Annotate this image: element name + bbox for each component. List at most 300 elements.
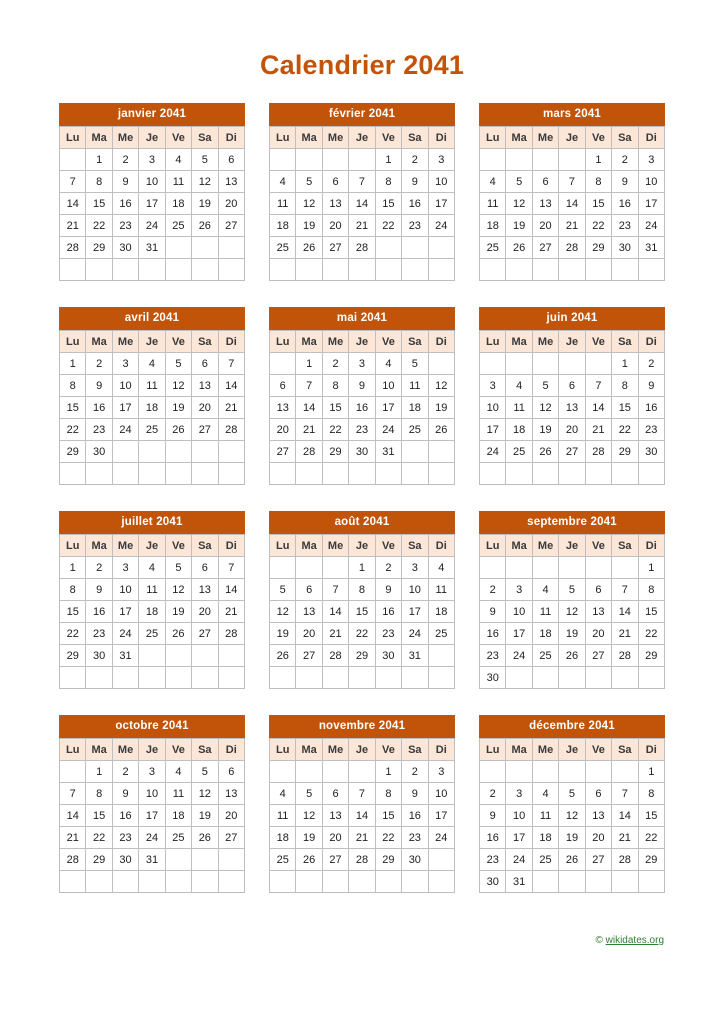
day-cell[interactable]: 17	[638, 193, 664, 215]
day-cell[interactable]: 25	[532, 645, 558, 667]
day-cell[interactable]: 5	[165, 557, 191, 579]
day-cell[interactable]: 19	[192, 805, 218, 827]
day-cell[interactable]: 11	[165, 783, 191, 805]
day-cell[interactable]: 23	[402, 827, 428, 849]
day-cell[interactable]: 10	[112, 375, 138, 397]
day-cell[interactable]: 3	[139, 761, 165, 783]
day-cell[interactable]: 6	[192, 353, 218, 375]
day-cell[interactable]: 14	[60, 805, 86, 827]
day-cell[interactable]: 12	[559, 805, 585, 827]
day-cell[interactable]: 6	[585, 579, 611, 601]
day-cell[interactable]: 13	[322, 805, 348, 827]
day-cell[interactable]: 11	[165, 171, 191, 193]
day-cell[interactable]: 28	[218, 623, 244, 645]
day-cell[interactable]: 15	[638, 601, 664, 623]
day-cell[interactable]: 3	[638, 149, 664, 171]
day-cell[interactable]: 19	[270, 623, 296, 645]
day-cell[interactable]: 2	[402, 761, 428, 783]
day-cell[interactable]: 9	[349, 375, 375, 397]
day-cell[interactable]: 28	[60, 849, 86, 871]
day-cell[interactable]: 23	[375, 623, 401, 645]
day-cell[interactable]: 3	[506, 783, 532, 805]
day-cell[interactable]: 6	[192, 557, 218, 579]
day-cell[interactable]: 22	[375, 827, 401, 849]
day-cell[interactable]: 9	[480, 805, 506, 827]
day-cell[interactable]: 22	[585, 215, 611, 237]
day-cell[interactable]: 1	[585, 149, 611, 171]
day-cell[interactable]: 1	[86, 149, 112, 171]
day-cell[interactable]: 22	[86, 827, 112, 849]
day-cell[interactable]: 16	[480, 827, 506, 849]
day-cell[interactable]: 7	[322, 579, 348, 601]
day-cell[interactable]: 26	[559, 849, 585, 871]
day-cell[interactable]: 1	[86, 761, 112, 783]
day-cell[interactable]: 25	[428, 623, 454, 645]
day-cell[interactable]: 11	[139, 375, 165, 397]
day-cell[interactable]: 11	[270, 805, 296, 827]
day-cell[interactable]: 7	[60, 783, 86, 805]
day-cell[interactable]: 27	[532, 237, 558, 259]
day-cell[interactable]: 21	[296, 419, 322, 441]
day-cell[interactable]: 4	[139, 557, 165, 579]
day-cell[interactable]: 13	[532, 193, 558, 215]
day-cell[interactable]: 10	[506, 805, 532, 827]
day-cell[interactable]: 29	[322, 441, 348, 463]
day-cell[interactable]: 10	[139, 783, 165, 805]
day-cell[interactable]: 25	[402, 419, 428, 441]
day-cell[interactable]: 26	[532, 441, 558, 463]
day-cell[interactable]: 25	[270, 849, 296, 871]
day-cell[interactable]: 29	[638, 849, 664, 871]
day-cell[interactable]: 30	[480, 871, 506, 893]
day-cell[interactable]: 21	[612, 623, 638, 645]
day-cell[interactable]: 6	[559, 375, 585, 397]
day-cell[interactable]: 6	[322, 171, 348, 193]
day-cell[interactable]: 5	[296, 171, 322, 193]
day-cell[interactable]: 15	[375, 193, 401, 215]
day-cell[interactable]: 20	[585, 623, 611, 645]
day-cell[interactable]: 3	[112, 557, 138, 579]
day-cell[interactable]: 9	[612, 171, 638, 193]
day-cell[interactable]: 13	[218, 783, 244, 805]
day-cell[interactable]: 2	[638, 353, 664, 375]
day-cell[interactable]: 11	[532, 601, 558, 623]
day-cell[interactable]: 20	[322, 215, 348, 237]
day-cell[interactable]: 6	[322, 783, 348, 805]
day-cell[interactable]: 13	[270, 397, 296, 419]
day-cell[interactable]: 7	[349, 171, 375, 193]
day-cell[interactable]: 6	[218, 149, 244, 171]
day-cell[interactable]: 24	[112, 419, 138, 441]
day-cell[interactable]: 10	[402, 579, 428, 601]
day-cell[interactable]: 8	[375, 783, 401, 805]
day-cell[interactable]: 4	[139, 353, 165, 375]
day-cell[interactable]: 23	[638, 419, 664, 441]
day-cell[interactable]: 1	[375, 149, 401, 171]
day-cell[interactable]: 12	[428, 375, 454, 397]
day-cell[interactable]: 3	[428, 149, 454, 171]
day-cell[interactable]: 16	[638, 397, 664, 419]
day-cell[interactable]: 27	[322, 849, 348, 871]
day-cell[interactable]: 16	[86, 601, 112, 623]
day-cell[interactable]: 12	[192, 171, 218, 193]
day-cell[interactable]: 30	[402, 849, 428, 871]
day-cell[interactable]: 2	[86, 353, 112, 375]
day-cell[interactable]: 13	[192, 375, 218, 397]
day-cell[interactable]: 6	[585, 783, 611, 805]
day-cell[interactable]: 20	[192, 397, 218, 419]
day-cell[interactable]: 19	[428, 397, 454, 419]
day-cell[interactable]: 17	[506, 623, 532, 645]
day-cell[interactable]: 29	[86, 237, 112, 259]
day-cell[interactable]: 12	[165, 579, 191, 601]
day-cell[interactable]: 1	[612, 353, 638, 375]
day-cell[interactable]: 30	[375, 645, 401, 667]
day-cell[interactable]: 24	[428, 215, 454, 237]
day-cell[interactable]: 7	[218, 557, 244, 579]
day-cell[interactable]: 12	[270, 601, 296, 623]
day-cell[interactable]: 20	[322, 827, 348, 849]
day-cell[interactable]: 26	[192, 827, 218, 849]
day-cell[interactable]: 27	[218, 827, 244, 849]
day-cell[interactable]: 28	[612, 645, 638, 667]
day-cell[interactable]: 28	[612, 849, 638, 871]
day-cell[interactable]: 22	[612, 419, 638, 441]
day-cell[interactable]: 22	[375, 215, 401, 237]
day-cell[interactable]: 3	[402, 557, 428, 579]
day-cell[interactable]: 14	[218, 579, 244, 601]
day-cell[interactable]: 12	[559, 601, 585, 623]
day-cell[interactable]: 23	[612, 215, 638, 237]
day-cell[interactable]: 11	[506, 397, 532, 419]
day-cell[interactable]: 1	[375, 761, 401, 783]
day-cell[interactable]: 16	[480, 623, 506, 645]
day-cell[interactable]: 31	[506, 871, 532, 893]
day-cell[interactable]: 13	[296, 601, 322, 623]
day-cell[interactable]: 21	[349, 215, 375, 237]
day-cell[interactable]: 1	[60, 557, 86, 579]
day-cell[interactable]: 21	[60, 827, 86, 849]
day-cell[interactable]: 29	[638, 645, 664, 667]
day-cell[interactable]: 15	[349, 601, 375, 623]
day-cell[interactable]: 5	[270, 579, 296, 601]
day-cell[interactable]: 26	[165, 419, 191, 441]
day-cell[interactable]: 7	[60, 171, 86, 193]
day-cell[interactable]: 24	[480, 441, 506, 463]
day-cell[interactable]: 23	[112, 215, 138, 237]
day-cell[interactable]: 11	[428, 579, 454, 601]
day-cell[interactable]: 17	[139, 193, 165, 215]
day-cell[interactable]: 5	[559, 579, 585, 601]
day-cell[interactable]: 5	[192, 149, 218, 171]
day-cell[interactable]: 22	[638, 623, 664, 645]
day-cell[interactable]: 31	[139, 849, 165, 871]
day-cell[interactable]: 1	[638, 761, 664, 783]
day-cell[interactable]: 8	[612, 375, 638, 397]
day-cell[interactable]: 13	[585, 805, 611, 827]
day-cell[interactable]: 25	[480, 237, 506, 259]
day-cell[interactable]: 20	[270, 419, 296, 441]
day-cell[interactable]: 27	[192, 419, 218, 441]
day-cell[interactable]: 13	[322, 193, 348, 215]
day-cell[interactable]: 22	[349, 623, 375, 645]
day-cell[interactable]: 5	[559, 783, 585, 805]
day-cell[interactable]: 23	[402, 215, 428, 237]
day-cell[interactable]: 12	[165, 375, 191, 397]
day-cell[interactable]: 24	[506, 645, 532, 667]
day-cell[interactable]: 30	[112, 849, 138, 871]
day-cell[interactable]: 2	[322, 353, 348, 375]
day-cell[interactable]: 9	[112, 783, 138, 805]
day-cell[interactable]: 22	[86, 215, 112, 237]
day-cell[interactable]: 2	[612, 149, 638, 171]
day-cell[interactable]: 28	[322, 645, 348, 667]
day-cell[interactable]: 15	[60, 601, 86, 623]
day-cell[interactable]: 24	[375, 419, 401, 441]
day-cell[interactable]: 10	[428, 783, 454, 805]
day-cell[interactable]: 30	[349, 441, 375, 463]
day-cell[interactable]: 27	[192, 623, 218, 645]
day-cell[interactable]: 26	[165, 623, 191, 645]
day-cell[interactable]: 22	[60, 623, 86, 645]
day-cell[interactable]: 24	[139, 215, 165, 237]
day-cell[interactable]: 19	[559, 623, 585, 645]
day-cell[interactable]: 31	[638, 237, 664, 259]
day-cell[interactable]: 14	[349, 805, 375, 827]
day-cell[interactable]: 13	[192, 579, 218, 601]
day-cell[interactable]: 17	[375, 397, 401, 419]
day-cell[interactable]: 4	[480, 171, 506, 193]
day-cell[interactable]: 26	[559, 645, 585, 667]
day-cell[interactable]: 26	[506, 237, 532, 259]
day-cell[interactable]: 18	[402, 397, 428, 419]
day-cell[interactable]: 12	[296, 805, 322, 827]
day-cell[interactable]: 11	[270, 193, 296, 215]
day-cell[interactable]: 27	[270, 441, 296, 463]
day-cell[interactable]: 28	[349, 237, 375, 259]
day-cell[interactable]: 12	[532, 397, 558, 419]
day-cell[interactable]: 8	[60, 375, 86, 397]
day-cell[interactable]: 7	[349, 783, 375, 805]
day-cell[interactable]: 10	[428, 171, 454, 193]
day-cell[interactable]: 18	[480, 215, 506, 237]
day-cell[interactable]: 23	[112, 827, 138, 849]
day-cell[interactable]: 25	[139, 623, 165, 645]
day-cell[interactable]: 11	[402, 375, 428, 397]
day-cell[interactable]: 5	[296, 783, 322, 805]
day-cell[interactable]: 3	[480, 375, 506, 397]
day-cell[interactable]: 25	[532, 849, 558, 871]
day-cell[interactable]: 2	[112, 149, 138, 171]
day-cell[interactable]: 19	[506, 215, 532, 237]
day-cell[interactable]: 6	[218, 761, 244, 783]
day-cell[interactable]: 16	[112, 193, 138, 215]
day-cell[interactable]: 19	[296, 215, 322, 237]
day-cell[interactable]: 23	[480, 645, 506, 667]
day-cell[interactable]: 21	[349, 827, 375, 849]
day-cell[interactable]: 8	[375, 171, 401, 193]
day-cell[interactable]: 3	[428, 761, 454, 783]
day-cell[interactable]: 16	[375, 601, 401, 623]
day-cell[interactable]: 20	[559, 419, 585, 441]
day-cell[interactable]: 20	[532, 215, 558, 237]
day-cell[interactable]: 8	[86, 783, 112, 805]
day-cell[interactable]: 17	[428, 193, 454, 215]
day-cell[interactable]: 19	[165, 601, 191, 623]
brand-link[interactable]: wikidates.org	[605, 935, 664, 946]
day-cell[interactable]: 18	[532, 623, 558, 645]
day-cell[interactable]: 31	[139, 237, 165, 259]
day-cell[interactable]: 21	[60, 215, 86, 237]
day-cell[interactable]: 24	[638, 215, 664, 237]
day-cell[interactable]: 4	[532, 579, 558, 601]
day-cell[interactable]: 18	[428, 601, 454, 623]
day-cell[interactable]: 10	[638, 171, 664, 193]
day-cell[interactable]: 30	[612, 237, 638, 259]
day-cell[interactable]: 18	[139, 397, 165, 419]
day-cell[interactable]: 29	[375, 849, 401, 871]
day-cell[interactable]: 9	[638, 375, 664, 397]
day-cell[interactable]: 14	[612, 805, 638, 827]
day-cell[interactable]: 17	[112, 397, 138, 419]
day-cell[interactable]: 15	[375, 805, 401, 827]
day-cell[interactable]: 16	[402, 805, 428, 827]
day-cell[interactable]: 20	[296, 623, 322, 645]
day-cell[interactable]: 9	[86, 375, 112, 397]
day-cell[interactable]: 17	[112, 601, 138, 623]
day-cell[interactable]: 25	[139, 419, 165, 441]
day-cell[interactable]: 21	[322, 623, 348, 645]
day-cell[interactable]: 14	[218, 375, 244, 397]
day-cell[interactable]: 2	[402, 149, 428, 171]
day-cell[interactable]: 27	[218, 215, 244, 237]
day-cell[interactable]: 24	[402, 623, 428, 645]
day-cell[interactable]: 16	[112, 805, 138, 827]
day-cell[interactable]: 8	[60, 579, 86, 601]
day-cell[interactable]: 30	[112, 237, 138, 259]
day-cell[interactable]: 5	[402, 353, 428, 375]
day-cell[interactable]: 8	[638, 579, 664, 601]
day-cell[interactable]: 14	[585, 397, 611, 419]
day-cell[interactable]: 16	[612, 193, 638, 215]
day-cell[interactable]: 25	[506, 441, 532, 463]
day-cell[interactable]: 19	[559, 827, 585, 849]
day-cell[interactable]: 10	[139, 171, 165, 193]
day-cell[interactable]: 19	[296, 827, 322, 849]
day-cell[interactable]: 30	[86, 645, 112, 667]
day-cell[interactable]: 25	[165, 215, 191, 237]
day-cell[interactable]: 21	[612, 827, 638, 849]
day-cell[interactable]: 22	[322, 419, 348, 441]
day-cell[interactable]: 19	[192, 193, 218, 215]
day-cell[interactable]: 16	[349, 397, 375, 419]
day-cell[interactable]: 2	[480, 579, 506, 601]
day-cell[interactable]: 23	[86, 623, 112, 645]
day-cell[interactable]: 29	[60, 441, 86, 463]
day-cell[interactable]: 8	[638, 783, 664, 805]
day-cell[interactable]: 7	[218, 353, 244, 375]
day-cell[interactable]: 13	[559, 397, 585, 419]
day-cell[interactable]: 3	[139, 149, 165, 171]
day-cell[interactable]: 18	[165, 805, 191, 827]
day-cell[interactable]: 4	[165, 149, 191, 171]
day-cell[interactable]: 17	[428, 805, 454, 827]
day-cell[interactable]: 20	[192, 601, 218, 623]
day-cell[interactable]: 22	[60, 419, 86, 441]
day-cell[interactable]: 5	[165, 353, 191, 375]
day-cell[interactable]: 18	[506, 419, 532, 441]
day-cell[interactable]: 20	[218, 193, 244, 215]
day-cell[interactable]: 5	[192, 761, 218, 783]
day-cell[interactable]: 13	[585, 601, 611, 623]
day-cell[interactable]: 15	[638, 805, 664, 827]
day-cell[interactable]: 27	[296, 645, 322, 667]
day-cell[interactable]: 19	[165, 397, 191, 419]
day-cell[interactable]: 9	[86, 579, 112, 601]
day-cell[interactable]: 20	[218, 805, 244, 827]
day-cell[interactable]: 7	[585, 375, 611, 397]
day-cell[interactable]: 5	[532, 375, 558, 397]
day-cell[interactable]: 4	[428, 557, 454, 579]
day-cell[interactable]: 4	[165, 761, 191, 783]
day-cell[interactable]: 26	[270, 645, 296, 667]
day-cell[interactable]: 28	[585, 441, 611, 463]
day-cell[interactable]: 28	[60, 237, 86, 259]
day-cell[interactable]: 17	[402, 601, 428, 623]
day-cell[interactable]: 24	[112, 623, 138, 645]
day-cell[interactable]: 10	[480, 397, 506, 419]
day-cell[interactable]: 24	[139, 827, 165, 849]
day-cell[interactable]: 7	[559, 171, 585, 193]
day-cell[interactable]: 23	[86, 419, 112, 441]
day-cell[interactable]: 8	[349, 579, 375, 601]
day-cell[interactable]: 6	[296, 579, 322, 601]
day-cell[interactable]: 16	[402, 193, 428, 215]
day-cell[interactable]: 15	[86, 193, 112, 215]
day-cell[interactable]: 31	[112, 645, 138, 667]
day-cell[interactable]: 6	[270, 375, 296, 397]
day-cell[interactable]: 4	[506, 375, 532, 397]
day-cell[interactable]: 24	[506, 849, 532, 871]
day-cell[interactable]: 10	[375, 375, 401, 397]
day-cell[interactable]: 23	[480, 849, 506, 871]
day-cell[interactable]: 27	[585, 849, 611, 871]
day-cell[interactable]: 26	[192, 215, 218, 237]
day-cell[interactable]: 26	[296, 237, 322, 259]
day-cell[interactable]: 8	[585, 171, 611, 193]
day-cell[interactable]: 3	[506, 579, 532, 601]
day-cell[interactable]: 31	[375, 441, 401, 463]
day-cell[interactable]: 26	[428, 419, 454, 441]
day-cell[interactable]: 1	[349, 557, 375, 579]
day-cell[interactable]: 1	[638, 557, 664, 579]
day-cell[interactable]: 29	[612, 441, 638, 463]
day-cell[interactable]: 7	[612, 783, 638, 805]
day-cell[interactable]: 10	[112, 579, 138, 601]
day-cell[interactable]: 19	[532, 419, 558, 441]
day-cell[interactable]: 12	[192, 783, 218, 805]
day-cell[interactable]: 28	[296, 441, 322, 463]
day-cell[interactable]: 4	[532, 783, 558, 805]
day-cell[interactable]: 31	[402, 645, 428, 667]
day-cell[interactable]: 25	[165, 827, 191, 849]
day-cell[interactable]: 5	[506, 171, 532, 193]
day-cell[interactable]: 25	[270, 237, 296, 259]
day-cell[interactable]: 9	[112, 171, 138, 193]
day-cell[interactable]: 10	[506, 601, 532, 623]
day-cell[interactable]: 18	[270, 827, 296, 849]
day-cell[interactable]: 24	[428, 827, 454, 849]
